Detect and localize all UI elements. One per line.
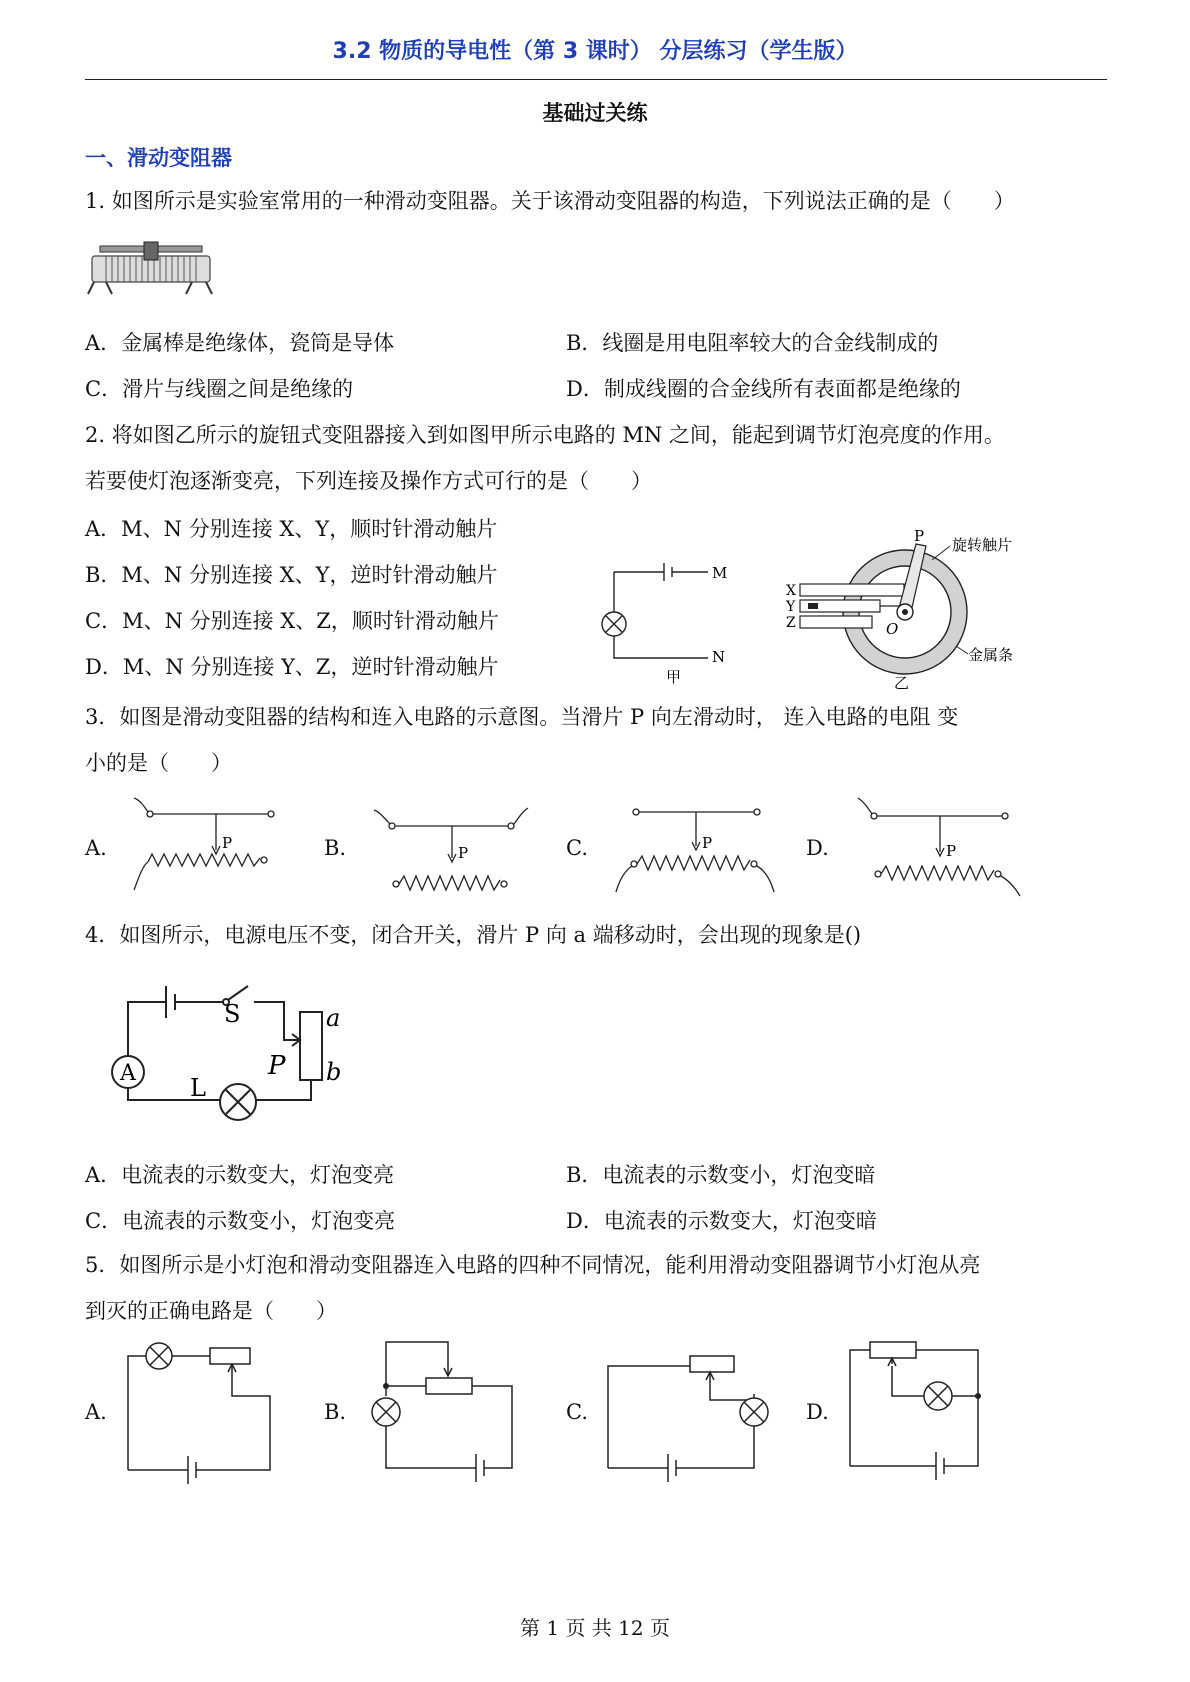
page-subtitle: 基础过关练 xyxy=(542,101,648,125)
q3-d-p-label: P xyxy=(946,842,957,860)
q1-stem: 1. 如图所示是实验室常用的一种滑动变阻器。关于该滑动变阻器的构造，下列说法正确的是（ ） xyxy=(85,189,1015,213)
q5-a-lamp-icon xyxy=(146,1343,172,1369)
q1-option-a: A．金属棒是绝缘体，瓷筒是导体 xyxy=(85,331,395,355)
q2-option-d: D．M、N 分别连接 Y、Z，逆时针滑动触片 xyxy=(85,655,499,679)
q5-letter-d: D. xyxy=(806,1400,829,1424)
q5-stem-line1: 5．如图所示是小灯泡和滑动变阻器连入电路的四种不同情况，能利用滑动变阻器调节小灯泡从亮 xyxy=(85,1253,981,1277)
q2-option-c: C．M、N 分别连接 X、Z，顺时针滑动触片 xyxy=(85,609,499,633)
q5-circuit-d xyxy=(846,1330,1006,1486)
label-s: S xyxy=(224,1000,241,1028)
svg-text:A: A xyxy=(120,1061,136,1086)
q3-letter-c: C. xyxy=(566,836,588,860)
q5-circuit-a xyxy=(126,1336,286,1486)
q4-stem: 4．如图所示，电源电压不变，闭合开关，滑片 P 向 a 端移动时，会出现的现象是() xyxy=(85,923,862,947)
q5-circuit-b xyxy=(366,1336,526,1486)
q2-figure-yi xyxy=(780,527,1030,692)
q4-option-b: B．电流表的示数变小，灯泡变暗 xyxy=(566,1163,876,1187)
lamp-icon xyxy=(602,612,626,636)
q2-option-a: A．M、N 分别连接 X、Y，顺时针滑动触片 xyxy=(85,517,498,541)
q3-letter-a: A. xyxy=(85,836,107,860)
label-o: O xyxy=(886,620,899,638)
label-p: P xyxy=(268,1051,286,1081)
label-b: b xyxy=(326,1058,342,1086)
q2-figure-jia xyxy=(596,560,736,686)
lamp-l-icon xyxy=(220,1084,256,1120)
label-y: Y xyxy=(786,599,796,615)
q3-figure-b xyxy=(372,806,532,900)
q4-option-a: A．电流表的示数变大，灯泡变亮 xyxy=(85,1163,395,1187)
q5-circuit-c xyxy=(606,1336,776,1486)
q3-figure-a xyxy=(130,796,280,896)
q5-letter-a: A. xyxy=(85,1400,107,1424)
q3-b-p-label: P xyxy=(458,844,469,862)
caption-jia: 甲 xyxy=(666,668,682,686)
q3-letter-d: D. xyxy=(806,836,829,860)
q1-rheostat-photo xyxy=(88,238,216,296)
q5-d-lamp-icon xyxy=(924,1382,952,1410)
header-rule xyxy=(85,79,1107,80)
q1-option-c: C．滑片与线圈之间是绝缘的 xyxy=(85,377,354,401)
q3-stem-line1: 3．如图是滑动变阻器的结构和连入电路的示意图。当滑片 P 向左滑动时， 连入电路的电阻 变 xyxy=(85,705,959,729)
q4-option-c: C．电流表的示数变小，灯泡变亮 xyxy=(85,1209,396,1233)
label-z: Z xyxy=(786,615,796,631)
label-a: a xyxy=(326,1004,341,1032)
q3-letter-b: B. xyxy=(324,836,347,860)
label-metal-strip: 金属条 xyxy=(968,646,1014,664)
q2-option-b: B．M、N 分别连接 X、Y，逆时针滑动触片 xyxy=(85,563,498,587)
q2-stem-line2: 若要使灯泡逐渐变亮，下列连接及操作方式可行的是（ ） xyxy=(85,469,652,493)
ammeter-icon xyxy=(112,1056,144,1088)
q5-c-lamp-icon xyxy=(740,1398,768,1426)
label-p: P xyxy=(914,527,925,545)
q5-letter-b: B. xyxy=(324,1400,347,1424)
page-header-title: 3.2 物质的导电性（第 3 课时） 分层练习（学生版） xyxy=(332,39,858,64)
q3-figure-d xyxy=(856,796,1026,900)
label-l: L xyxy=(190,1074,206,1102)
q4-option-d: D．电流表的示数变大，灯泡变暗 xyxy=(566,1209,877,1233)
q1-option-d: D．制成线圈的合金线所有表面都是绝缘的 xyxy=(566,377,961,401)
label-rotary-slider: 旋转触片 xyxy=(952,536,1013,554)
q3-figure-c xyxy=(612,804,782,900)
q5-b-lamp-icon xyxy=(372,1398,400,1426)
q4-circuit-figure xyxy=(100,972,360,1134)
section-title: 一、滑动变阻器 xyxy=(85,146,232,170)
page-footer: 第 1 页 共 12 页 xyxy=(520,1616,670,1640)
q1-option-b: B．线圈是用电阻率较大的合金线制成的 xyxy=(566,331,939,355)
q2-stem-line1: 2. 将如图乙所示的旋钮式变阻器接入到如图甲所示电路的 MN 之间，能起到调节灯泡亮度的作用。 xyxy=(85,423,1005,447)
q5-letter-c: C. xyxy=(566,1400,588,1424)
caption-yi: 乙 xyxy=(894,674,910,692)
q3-stem-line2: 小的是（ ） xyxy=(85,751,232,775)
q5-stem-line2: 到灭的正确电路是（ ） xyxy=(85,1299,337,1323)
q3-a-p-label: P xyxy=(222,834,233,852)
label-x: X xyxy=(786,583,796,599)
label-n: N xyxy=(712,648,726,666)
label-m: M xyxy=(712,564,728,582)
q3-c-p-label: P xyxy=(702,834,713,852)
